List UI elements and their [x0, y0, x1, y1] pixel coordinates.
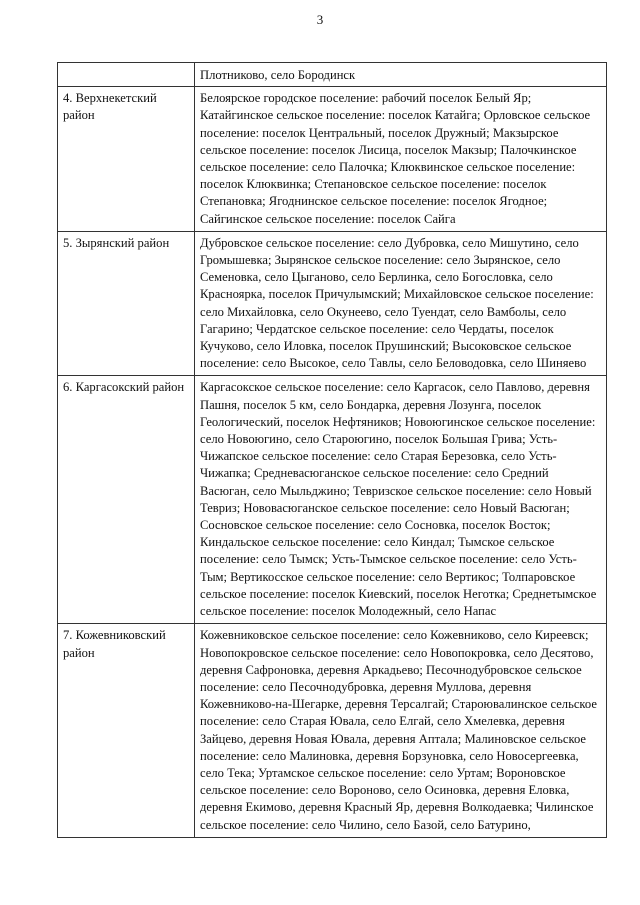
district-cell: 4. Верхнекетский район — [58, 87, 195, 232]
table-row — [58, 87, 607, 232]
table-row — [58, 624, 607, 837]
district-cell: 7. Кожевниковский район — [58, 624, 195, 837]
settlements-cell: Плотниково, село Бородинск — [195, 63, 607, 87]
settlements-cell: Дубровское сельское поселение: село Дубровка, село Мишутино, село Громышевка; Зырянское сельское поселение: село Зырянское, село Семеновка, село Цыганово, село Берлинка, село Богословка, село Красноярка, поселок Причулымский; Михайловское сельское поселение: село Михайловка, село Окунеево, село Туендат, село Вамболы, село Гагарино; Чердатское сельское поселение: село Чердаты, поселок Кучуково, село Иловка, поселок Прушинский; Высоковское сельское поселение: село Высокое, село Тавлы, село Беловодовка, село Шиняево — [195, 231, 607, 376]
page-number: 3 — [316, 12, 324, 27]
settlements-cell: Белоярское городское поселение: рабочий поселок Белый Яр; Катайгинское сельское поселение: поселок Катайга; Орловское сельское поселение: поселок Центральный, поселок Дружный; Макзырское сельское поселение: поселок Лисица, поселок Макзыр; Палочкинское сельское поселение: село Палочка; Клюквинское сельское поселение: поселок Клюквинка; Степановское сельское поселение: поселок Степановка; Ягоднинское сельское поселение: поселок Ягодное; Сайгинское сельское поселение: поселок Сайга — [195, 87, 607, 232]
district-cell: 6. Каргасокский район — [58, 376, 195, 624]
district-cell — [58, 63, 195, 87]
settlements-cell: Кожевниковское сельское поселение: село Кожевниково, село Киреевск; Новопокровское сельское поселение: село Новопокровка, село Десятово, деревня Сафроновка, деревня Аркадьево; Песочнодубровское сельское поселение: село Песочнодубровка, деревня Муллова, деревня Кожевниково-на-Шегарке, деревня Терсалгай; Староювалинское сельское поселение: село Старая Ювала, село Елгай, село Хмелевка, деревня Зайцево, деревня Новая Ювала, деревня Аптала; Малиновское сельское поселение: село Малиновка, деревня Борзуновка, село Новосергеевка, село Тека; Уртамское сельское поселение: село Уртам; Вороновское сельское поселение: село Вороново, село Осиновка, деревня Еловка, деревня Екимово, деревня Красный Яр, деревня Волкодаевка; Чилинское сельское поселение: село Чилино, село Базой, село Батурино, — [195, 624, 607, 837]
table-row — [58, 63, 607, 87]
settlements-table — [57, 62, 607, 838]
settlements-cell: Каргасокское сельское поселение: село Каргасок, село Павлово, деревня Пашня, поселок 5 км, село Бондарка, деревня Лозунга, поселок Геологический, поселок Нефтяников; Новоюгинское сельское поселение: село Новоюгино, село Староюгино, поселок Большая Грива; Усть-Чижапское сельское поселение: село Старая Березовка, село Усть-Чижапка; Средневасюганское сельское поселение: село Средний Васюган, село Мыльджино; Тевризское сельское поселение: село Новый Тевриз; Нововасюганское сельское поселение: село Новый Васюган; Сосновское сельское поселение: село Сосновка, поселок Восток; Киндальское сельское поселение: село Киндал; Тымское сельское поселение: село Тымск; Усть-Тымское сельское поселение: село Усть-Тым; Вертикосское сельское поселение: село Вертикос; Толпаровское сельское поселение: поселок Киевский, поселок Неготка; Среднетымское сельское поселение: поселок Молодежный, село Напас — [195, 376, 607, 624]
district-cell: 5. Зырянский район — [58, 231, 195, 376]
table-row — [58, 231, 607, 376]
table-row — [58, 376, 607, 624]
